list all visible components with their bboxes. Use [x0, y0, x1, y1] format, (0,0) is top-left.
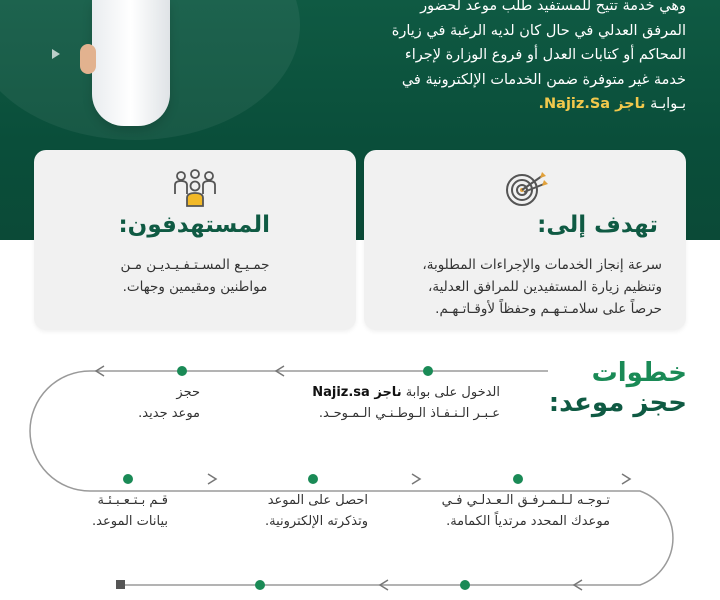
hero-description [356, 0, 686, 117]
steps-title-line1: خطوات [591, 358, 687, 388]
step-dot [177, 366, 187, 376]
hero-line [356, 92, 686, 117]
goal-title: تهدف إلى: [537, 212, 658, 238]
step-dot [123, 474, 133, 484]
arrow-right-icon [208, 474, 216, 484]
people-group-icon [172, 168, 218, 208]
step-1-line1 [312, 382, 500, 403]
najiz-brand-link[interactable]: ناجز Najiz.Sa. [538, 96, 646, 112]
steps-title [549, 358, 687, 418]
step-3-line2: بيانات الموعد. [92, 514, 168, 529]
goal-line: وتنظيم زيارة المستفيدين للمرافق العدلية، [428, 279, 662, 295]
step-4-line2: وتذكرته الإلكترونية. [265, 514, 368, 529]
hero-line: المرفق العدلي في حال كان لديه الرغبة في زيارة [391, 22, 686, 39]
hero-line-prefix: بـوابـة [645, 96, 686, 112]
beneficiaries-body [72, 254, 318, 298]
step-4-line1: احصل على الموعد [267, 493, 368, 508]
step-2-line1: حجز [176, 385, 200, 400]
step-1 [312, 382, 500, 424]
step-5-line1: تـوجـه لـلـمـرفـق الـعـدلـي فـي [441, 493, 610, 508]
step-3 [92, 490, 168, 532]
hand-illustration [80, 44, 96, 74]
play-icon [52, 49, 60, 59]
step-dot [308, 474, 318, 484]
step-5-line2: موعدك المحدد مرتدياً الكمامة. [446, 514, 610, 529]
step-2-line2: موعد جديد. [138, 406, 200, 421]
step-5 [442, 490, 610, 532]
step-2 [138, 382, 200, 424]
najiz-step-link[interactable]: ناجز Najiz.sa [312, 385, 402, 400]
arrow-right-icon [622, 474, 630, 484]
step-dot [513, 474, 523, 484]
step-dot [423, 366, 433, 376]
path-end-marker [116, 580, 125, 589]
beneficiaries-title: المستهدفون: [118, 212, 270, 238]
steps-title-line2: حجز موعد: [548, 388, 687, 418]
step-1-prefix: الدخول على بوابة [401, 385, 500, 400]
goal-line: سرعة إنجاز الخدمات والإجراءات المطلوبة، [422, 257, 662, 273]
goal-body [388, 254, 662, 320]
target-arrows-icon [502, 168, 548, 208]
step-dot [460, 580, 470, 590]
step-dot [255, 580, 265, 590]
hero-line: خدمة غير متوفرة ضمن الخدمات الإلكترونية في [401, 71, 686, 88]
beneficiaries-line: جمـيـع المسـتـفـيـديـن مـن [120, 257, 270, 273]
beneficiaries-card [34, 150, 356, 330]
step-4 [265, 490, 368, 532]
hero-line: المحاكم أو كتابات العدل أو فروع الوزارة لإجراء [404, 47, 686, 63]
hero-line: وهي خدمة تتيح للمستفيد طلب موعد لحضور [420, 0, 686, 14]
arrow-right-icon [412, 474, 420, 484]
step-1-line2: عـبـر الـنـفـاذ الـوطـنـي الـمـوحـد. [318, 406, 500, 421]
step-3-line1: قـم بـتـعـبـئـة [97, 493, 168, 508]
goal-card [364, 150, 686, 330]
goal-line: حرصاً على سلامـتـهـم وحفظاً لأوقـاتـهـم. [435, 301, 662, 317]
person-illustration [92, 0, 170, 126]
beneficiaries-line: مواطنين ومقيمين وجهات. [122, 279, 268, 295]
